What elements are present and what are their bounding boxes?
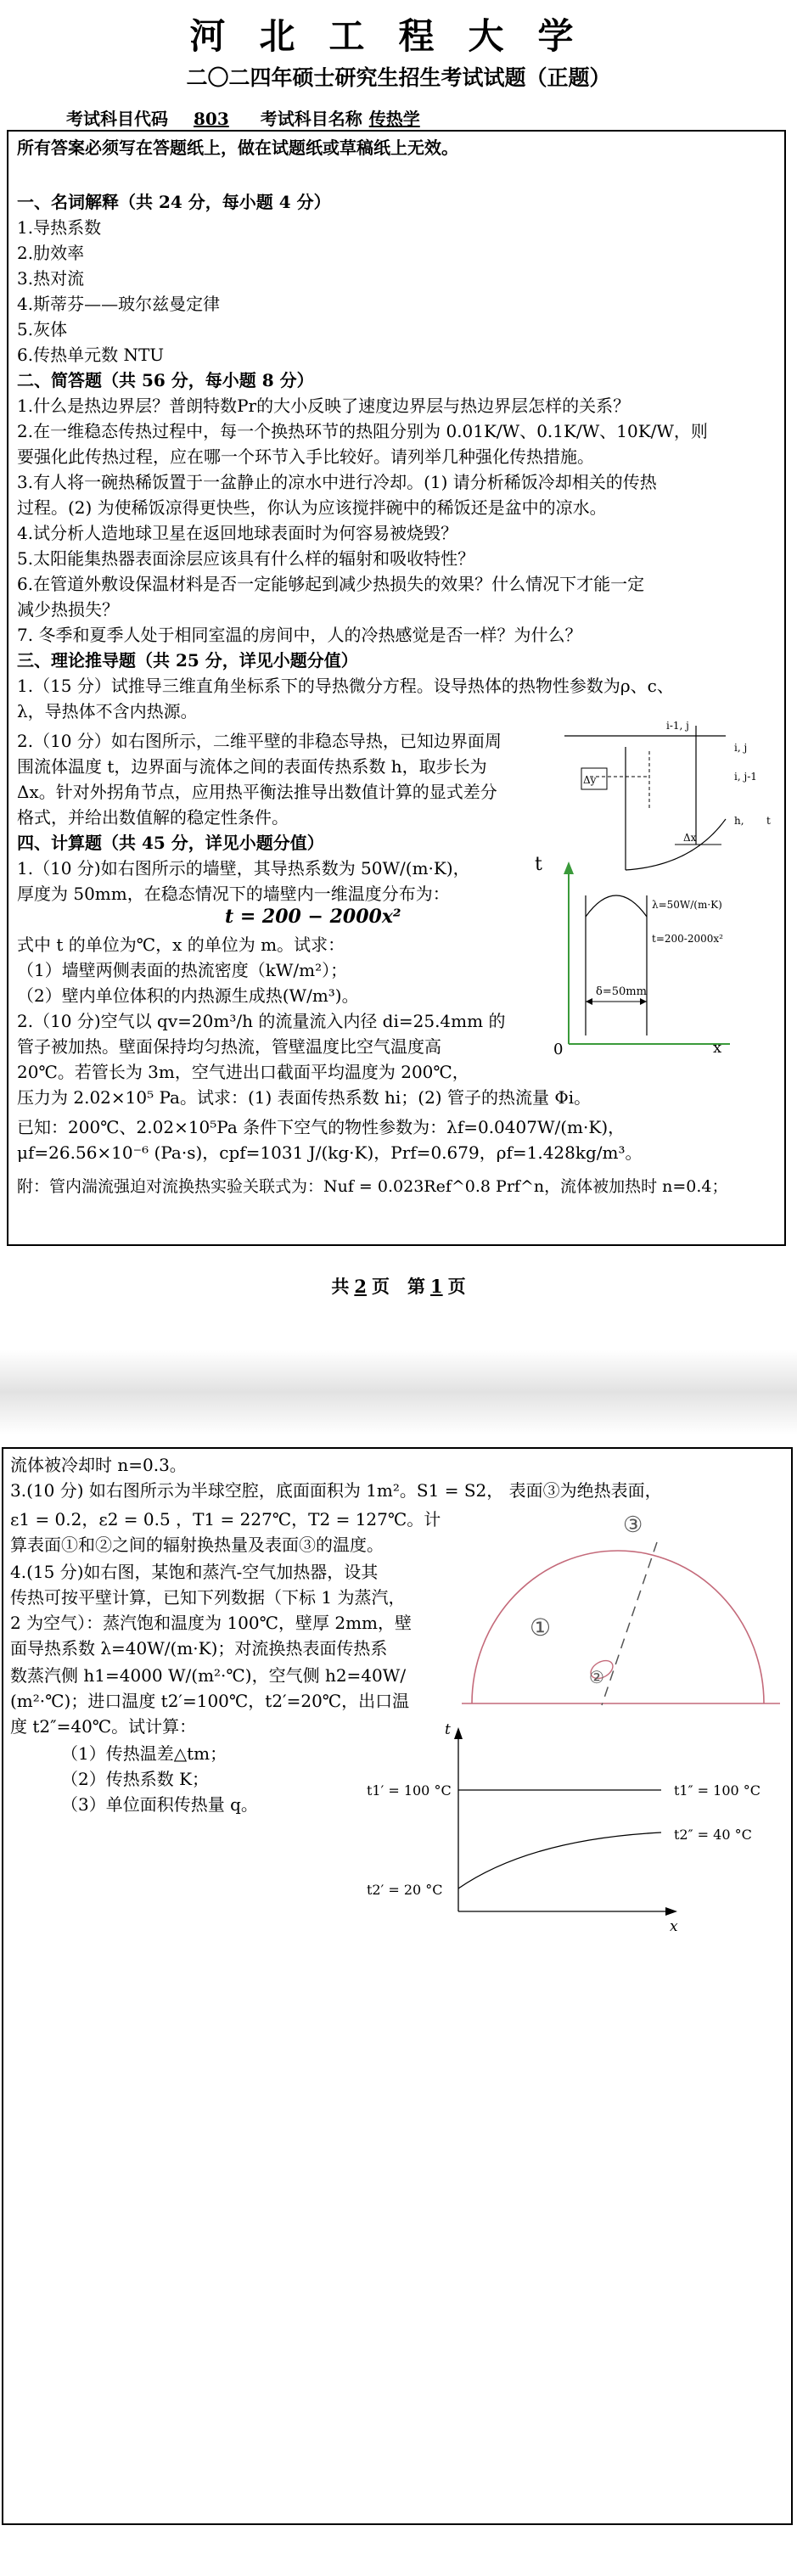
t2-out-label: t2″ = 40 °C (674, 1827, 752, 1843)
h-label: h, (734, 815, 744, 827)
exam-page-2 (0, 1434, 797, 2576)
footer-page-end: 页 (447, 1276, 466, 1297)
s3-line: Δx。针对外拐角节点，应用热平衡法推导出数值计算的显式差分 (17, 782, 497, 802)
p2-sub-item: （3）单位面积传热量 q。 (61, 1794, 258, 1815)
temperature-formula: t = 200 − 2000x² (225, 906, 401, 928)
p2-line: ε1 = 0.2，ε2 = 0.5 ，T1 = 227℃，T2 = 127℃。计 (10, 1509, 441, 1529)
p2-sub-item: （1）传热温差△tm； (61, 1743, 227, 1764)
hemisphere-figure (462, 1508, 789, 1712)
s2-line: 6.在管道外敷设保温材料是否一定能够起到减少热损失的效果？什么情况下才能一定 (17, 574, 645, 594)
t-axis-label: t (445, 1721, 451, 1738)
p2-sub-item: （2）传热系数 K； (61, 1769, 210, 1789)
s4-line: （1）墙壁两侧表面的热流密度（kW/m²）； (17, 960, 348, 980)
s2-line: 2.在一维稳态传热过程中，每一个换热环节的热阻分别为 0.01K/W、0.1K/W、10K/W，则 (17, 421, 708, 441)
origin-label: 0 (553, 1041, 564, 1058)
s2-line: 5.太阳能集热器表面涂层应该具有什么样的辐射和吸收特性？ (17, 548, 475, 569)
s1-item: 1.导热系数 (17, 217, 102, 238)
subject-code: 803 (194, 109, 229, 129)
total-pages: 2 (354, 1276, 367, 1297)
s2-line: 4.试分析人造地球卫星在返回地球表面时为何容易被烧毁？ (17, 523, 458, 543)
section1-title: 一、名词解释（共 24 分，每小题 4 分） (17, 192, 331, 212)
s2-line: 7. 冬季和夏季人处于相同室温的房间中，人的冷热感觉是否一样？为什么？ (17, 625, 582, 645)
section2-title: 二、简答题（共 56 分，每小题 8 分） (17, 370, 314, 390)
notice: 所有答案必须写在答题纸上，做在试题纸或草稿纸上无效。 (17, 137, 458, 158)
s4-line: （2）壁内单位体积的内热源生成热(W/m³)。 (17, 985, 359, 1006)
delta-label: δ=50mm (596, 985, 647, 998)
subject-name: 传热学 (368, 109, 420, 129)
p2-line: 3.(10 分) 如右图所示为半球空腔，底面面积为 1m²。S1 = S2， 表面③为绝热表面， (10, 1480, 662, 1501)
p2-line: 面导热系数 λ=40W/(m·K)；对流换热表面传热系 (10, 1638, 388, 1658)
surface-2-label: ② (589, 1667, 604, 1687)
p2-line: 传热可按平壁计算，已知下列数据（下标 1 为蒸汽， (10, 1587, 406, 1608)
p2-line: 数蒸汽侧 h1=4000 W/(m²·℃)，空气侧 h2=40W/ (10, 1665, 407, 1686)
s3-line: λ，导热体不含内热源。 (17, 701, 198, 721)
footer-page-label: 页 第 (372, 1276, 425, 1297)
s1-item: 6.传热单元数 NTU (17, 345, 165, 365)
footer-total-label: 共 (331, 1276, 350, 1297)
distribution-label: t=200-2000x² (652, 933, 723, 945)
p2-line: 4.(15 分)如右图，某饱和蒸汽-空气加热器，设其 (10, 1562, 379, 1582)
question-box-page-1 (7, 130, 786, 1246)
wall-temperature-figure (535, 854, 738, 1058)
s4-line: 管子被加热。壁面保持均匀热流，管壁温度比空气温度高 (17, 1036, 441, 1057)
s4-line: 1.（10 分)如右图所示的墙壁，其导热系数为 50W/(m·K)， (17, 858, 470, 878)
s4-line: 厚度为 50mm，在稳态情况下的墙壁内一维温度分布为： (17, 884, 450, 904)
page-footer (0, 1273, 797, 1299)
corner-node-figure (564, 717, 781, 878)
page-separator (0, 1350, 797, 1434)
s2-line: 减少热损失？ (17, 599, 119, 620)
s2-line: 3.有人将一碗热稀饭置于一盆静止的凉水中进行冷却。(1) 请分析稀饭冷却相关的传热 (17, 472, 657, 492)
section3-title: 三、理论推导题（共 25 分，详见小题分值） (17, 650, 358, 671)
s4-line: 已知：200℃、2.02×10⁵Pa 条件下空气的物性参数为：λf=0.0407W/(m·K)， (17, 1117, 626, 1137)
p2-line: 度 t2″=40℃。试计算： (10, 1716, 197, 1737)
s4-line: 附：管内湍流强迫对流换热实验关联式为：Nuf = 0.023Ref^0.8 Prf^n，流体被加热时 n=0.4； (17, 1177, 728, 1196)
s1-item: 4.斯蒂芬——玻尔兹曼定律 (17, 294, 221, 314)
s1-item: 5.灰体 (17, 319, 68, 340)
dx-label: Δx (683, 832, 697, 844)
s2-line: 过程。(2) 为使稀饭凉得更快些，你认为应该搅拌碗中的稀饭还是盆中的凉水。 (17, 497, 607, 518)
s3-line: 格式，并给出数值解的稳定性条件。 (17, 807, 289, 828)
surface-3-label: ③ (623, 1512, 643, 1538)
university-name: 河北工程大学 (189, 15, 608, 57)
dy-label: Δy (583, 774, 597, 786)
s4-line: 压力为 2.02×10⁵ Pa。试求：(1) 表面传热系数 hi；(2) 管子的热流量 Φi。 (17, 1087, 592, 1108)
subject-line (66, 105, 463, 130)
x-axis-label: x (713, 1039, 722, 1057)
s4-line: 20℃。若管长为 3m，空气进出口截面平均温度为 200℃， (17, 1062, 469, 1082)
p2-line: 流体被冷却时 n=0.3。 (10, 1455, 187, 1475)
p2-line: 2 为空气）：蒸汽饱和温度为 100℃，壁厚 2mm，壁 (10, 1613, 412, 1633)
t2-in-label: t2′ = 20 °C (367, 1882, 443, 1898)
t-label: t (766, 815, 771, 827)
s2-line: 1.什么是热边界层？普朗特数Pr的大小反映了速度边界层与热边界层怎样的关系？ (17, 396, 631, 416)
s4-line: 式中 t 的单位为℃，x 的单位为 m。试求： (17, 934, 345, 955)
t-axis-label: t (535, 854, 542, 875)
subject-code-label: 考试科目代码 (66, 109, 168, 129)
s1-item: 3.热对流 (17, 268, 85, 289)
page-number: 1 (430, 1276, 443, 1297)
s1-item: 2.肋效率 (17, 243, 85, 263)
s4-line: μf=26.56×10⁻⁶ (Pa·s)，cpf=1031 J/(kg·K)，Prf=0.679，ρf=1.428kg/m³。 (17, 1142, 643, 1163)
surface-1-label: ① (530, 1614, 552, 1642)
node-label: i-1, j (666, 720, 689, 732)
s4-line: 2.（10 分)空气以 qv=20m³/h 的流量流入内径 di=25.4mm 的 (17, 1011, 506, 1031)
x-axis-label: x (670, 1918, 678, 1935)
t1-in-label: t1′ = 100 °C (367, 1782, 452, 1799)
t1-out-label: t1″ = 100 °C (674, 1782, 761, 1799)
heater-temperature-figure (360, 1720, 784, 1935)
p2-line: (m²·℃)；进口温度 t2′=100℃，t2′=20℃，出口温 (10, 1691, 410, 1711)
s2-line: 要强化此传热过程，应在哪一个环节入手比较好。请列举几种强化传热措施。 (17, 446, 594, 467)
s3-line: 2.（10 分）如右图所示，二维平壁的非稳态导热，已知边界面周 (17, 731, 502, 751)
node-label: i, j-1 (734, 771, 757, 783)
s3-line: 1.（15 分）试推导三维直角坐标系下的导热微分方程。设导热体的热物性参数为ρ、c、 (17, 676, 674, 696)
node-label: i, j (734, 742, 748, 754)
lambda-label: λ=50W/(m·K) (652, 899, 722, 911)
p2-line: 算表面①和②之间的辐射换热量及表面③的温度。 (10, 1535, 384, 1555)
s3-line: 围流体温度 t，边界面与流体之间的表面传热系数 h，取步长为 (17, 756, 487, 777)
section4-title: 四、计算题（共 45 分，详见小题分值） (17, 833, 324, 853)
exam-title: 二〇二四年硕士研究生招生考试试题（正题） (186, 65, 611, 90)
subject-name-label: 考试科目名称 (260, 109, 362, 129)
question-box-page-2 (2, 1447, 793, 2525)
